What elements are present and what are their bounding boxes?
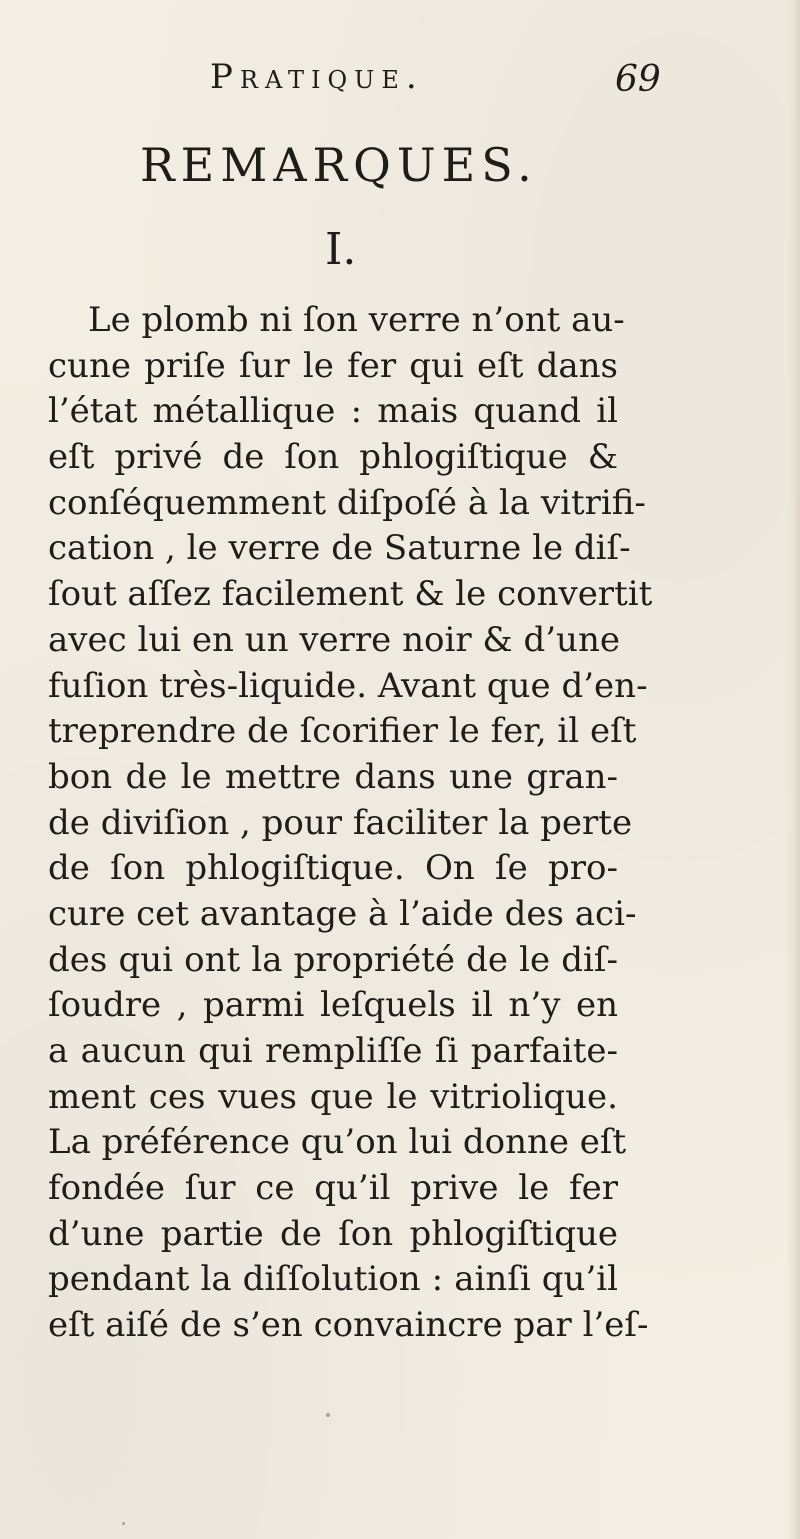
running-head: Pratique. [210,57,424,97]
paper-speck [122,1522,125,1525]
text-line: d’une partie de ſon phlogiſtique [48,1213,618,1254]
paper-speck [326,1413,330,1417]
text-line: cune priſe ſur le fer qui eſt dans [48,345,618,386]
text-line: pendant la diſſolution : ainſi qu’il [48,1259,618,1300]
text-line: a aucun qui rempliſſe ſi parfaite- [48,1031,618,1071]
text-line: ſout aſſez facilement & le convertit [48,574,653,615]
text-line: fondée ſur ce qu’il prive le fer [48,1168,618,1209]
text-line: de diviſion , pour faciliter la perte [48,802,633,843]
body-paragraph [48,298,653,1349]
text-line: eſt aiſé de s’en convaincre par l’eſ- [48,1305,649,1346]
text-line: La préférence qu’on lui donne eſt [48,1122,627,1163]
text-line: l’état métallique : mais quand il [48,391,618,432]
text-line: cation , le verre de Saturne le diſ- [48,528,631,569]
text-line: ſoudre , parmi leſquels il n’y en [48,985,618,1026]
text-line: conſéquemment diſpoſé à la vitrifi- [48,482,646,523]
text-line: fuſion très-liquide. Avant que d’en- [48,665,648,706]
text-line: avec lui en un verre noir & d’une [48,619,620,660]
section-title: REMARQUES. [140,138,538,192]
text-line: ment ces vues que le vitriolique. [48,1076,618,1117]
text-line: de ſon phlogiſtique. On ſe pro- [48,848,618,889]
text-line: Le plomb ni ſon verre n’ont au- [88,300,625,340]
text-line: bon de le mettre dans une gran- [48,756,618,797]
text-line: cure cet avantage à l’aide des aci- [48,893,637,934]
page-number: 69 [615,59,661,100]
page-edge-shadow [786,0,800,1539]
text-line: treprendre de ſcorifier le fer, il eſt [48,711,637,752]
text-line: eſt privé de ſon phlogiſtique & [48,437,618,478]
text-line: des qui ont la propriété de le diſ- [48,939,618,980]
section-number: I. [325,224,357,275]
